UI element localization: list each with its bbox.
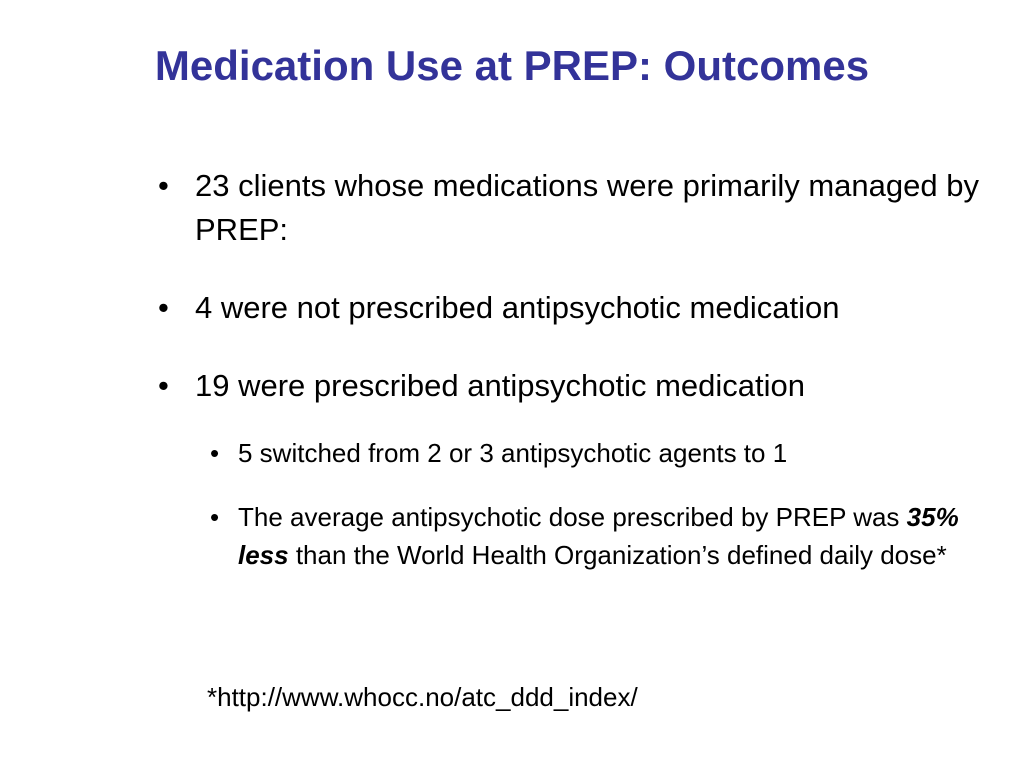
bullet-item	[158, 164, 988, 252]
emphasis-text: 35% less	[238, 502, 959, 570]
bullet-item	[158, 286, 988, 330]
bullet-marker: •	[158, 368, 169, 403]
bullet-list	[158, 164, 988, 600]
sub-bullet-text-after: than the World Health Organization’s defined daily dose*	[288, 540, 947, 570]
sub-bullet-item	[210, 434, 988, 472]
bullet-marker: •	[158, 290, 169, 325]
bullet-item	[158, 364, 988, 408]
sub-bullet-marker: •	[210, 502, 220, 532]
sub-bullet-item	[210, 498, 988, 574]
sub-bullet-text: 5 switched from 2 or 3 antipsychotic agents to 1	[238, 438, 788, 468]
bullet-marker: •	[158, 168, 169, 203]
footnote-link-text: *http://www.whocc.no/atc_ddd_index/	[207, 682, 638, 712]
bullet-text: 4 were not prescribed antipsychotic medication	[195, 290, 840, 325]
slide-title: Medication Use at PREP: Outcomes	[154, 42, 870, 89]
sub-bullet-marker: •	[210, 438, 220, 468]
bullet-text: 23 clients whose medications were primarily managed by PREP:	[195, 168, 979, 247]
bullet-text: 19 were prescribed antipsychotic medication	[195, 368, 805, 403]
sub-bullet-text-before: The average antipsychotic dose prescribed by PREP was	[238, 502, 907, 532]
